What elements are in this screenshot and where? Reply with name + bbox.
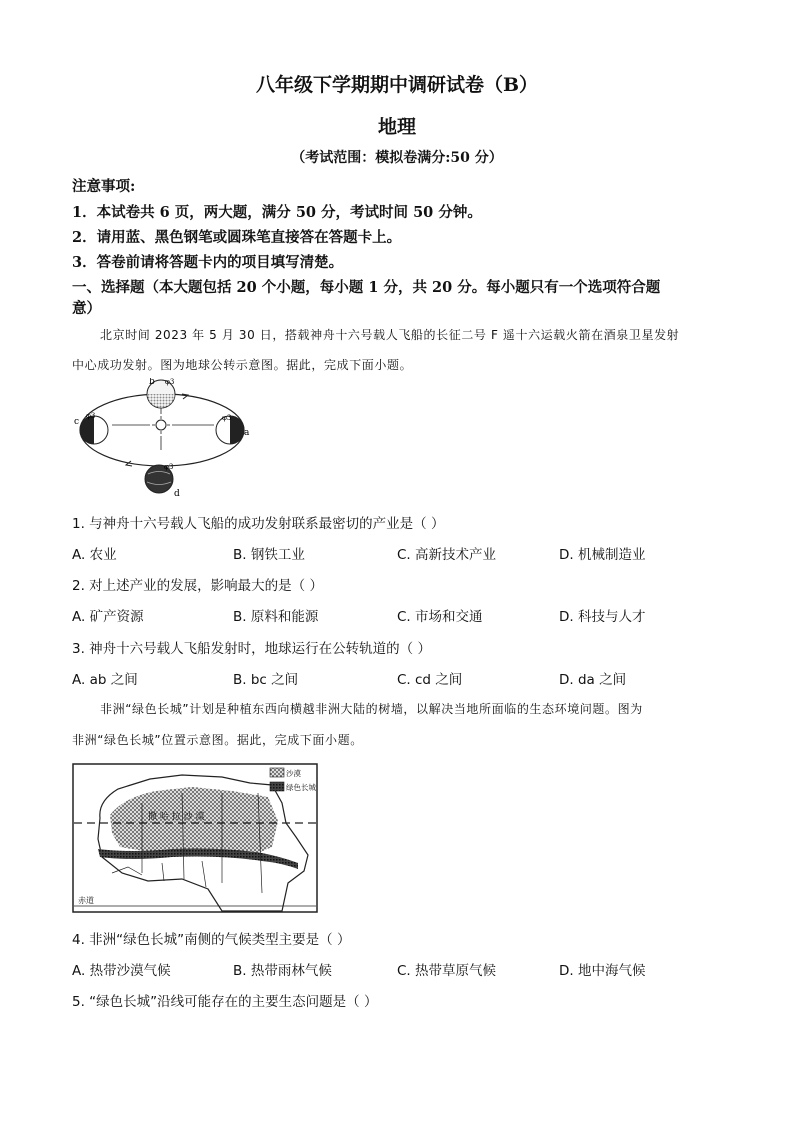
note-item-3: 3．答卷前请将答题卡内的项目填写清楚。	[72, 254, 344, 271]
orbit-label-b: b	[149, 378, 155, 387]
subject-title: 地理	[377, 116, 416, 138]
passage2-line1: 非洲“绿色长城”计划是种植东西向横越非洲大陆的树墙，以解决当地所面临的生态环境问题。图为	[100, 702, 643, 716]
note-item-2: 2．请用蓝、黑色钢笔或圆珠笔直接答在答题卡上。	[72, 229, 402, 246]
q1-option-d[interactable]: D. 机械制造业	[559, 547, 646, 563]
legend-desert-label: 沙漠	[286, 769, 301, 778]
q1-option-c[interactable]: C. 高新技术产业	[397, 547, 497, 563]
passage1-line2: 中心成功发射。图为地球公转示意图。据此，完成下面小题。	[72, 358, 413, 372]
note-item-1: 1．本试卷共 6 页，两大题，满分 50 分，考试时间 50 分钟。	[72, 204, 482, 221]
question-4-stem: 4. 非洲“绿色长城”南侧的气候类型主要是（ ）	[72, 932, 351, 948]
exam-title: 八年级下学期期中调研试卷（B）	[255, 74, 539, 96]
sun-icon	[156, 420, 166, 430]
question-3-stem: 3. 神舟十六号载人飞船发射时，地球运行在公转轨道的（ ）	[72, 641, 431, 657]
q4-option-b[interactable]: B. 热带雨林气候	[233, 963, 332, 979]
legend-wall-swatch	[270, 782, 284, 791]
q2-option-a[interactable]: A. 矿产资源	[72, 609, 144, 625]
orbit-label-c: c	[74, 417, 80, 427]
orbit-label-a: a	[244, 428, 250, 438]
svg-text:φ3: φ3	[164, 463, 174, 471]
q3-option-c[interactable]: C. cd 之间	[397, 672, 463, 688]
question-1-stem: 1. 与神舟十六号载人飞船的成功发射联系最密切的产业是（ ）	[72, 516, 445, 532]
q1-option-a[interactable]: A. 农业	[72, 547, 117, 563]
q1-option-b[interactable]: B. 钢铁工业	[233, 547, 305, 563]
passage2-line2: 非洲“绿色长城”位置示意图。据此，完成下面小题。	[72, 733, 363, 747]
exam-scope: （考试范围：模拟卷满分:50 分）	[291, 150, 503, 166]
q2-option-c[interactable]: C. 市场和交通	[397, 609, 483, 625]
q3-option-d[interactable]: D. da 之间	[559, 672, 627, 688]
orbit-label-d: d	[174, 489, 180, 499]
q2-option-d[interactable]: D. 科技与人才	[559, 609, 646, 625]
question-5-stem: 5. “绿色长城”沿线可能存在的主要生态问题是（ ）	[72, 994, 378, 1010]
q3-option-a[interactable]: A. ab 之间	[72, 672, 138, 688]
q4-option-c[interactable]: C. 热带草原气候	[397, 963, 497, 979]
notes-heading: 注意事项:	[72, 178, 136, 195]
q3-option-b[interactable]: B. bc 之间	[233, 672, 299, 688]
q4-option-d[interactable]: D. 地中海气候	[559, 963, 646, 979]
passage1-line1: 北京时间 2023 年 5 月 30 日，搭载神舟十六号载人飞船的长征二号 F 遥十六运载火箭在酒泉卫星发射	[100, 328, 680, 342]
equator-label: 赤道	[78, 896, 94, 905]
africa-green-wall-map	[72, 763, 318, 913]
legend-wall-label: 绿色长城	[286, 783, 316, 792]
q2-option-b[interactable]: B. 原料和能源	[233, 609, 319, 625]
section-heading-line2: 意）	[72, 300, 101, 317]
question-2-stem: 2. 对上述产业的发展，影响最大的是（ ）	[72, 578, 323, 594]
svg-text:φ3: φ3	[222, 414, 232, 422]
svg-text:φ3: φ3	[165, 378, 175, 386]
svg-text:φ3: φ3	[86, 412, 96, 420]
earth-orbit-figure	[72, 378, 262, 500]
sahara-label: 撒 哈 拉 沙 漠	[148, 812, 205, 822]
legend-desert-swatch	[270, 768, 284, 777]
section-heading-line1: 一、选择题（本大题包括 20 个小题，每小题 1 分，共 20 分。每小题只有一个选项符合题	[72, 279, 661, 296]
q4-option-a[interactable]: A. 热带沙漠气候	[72, 963, 171, 979]
